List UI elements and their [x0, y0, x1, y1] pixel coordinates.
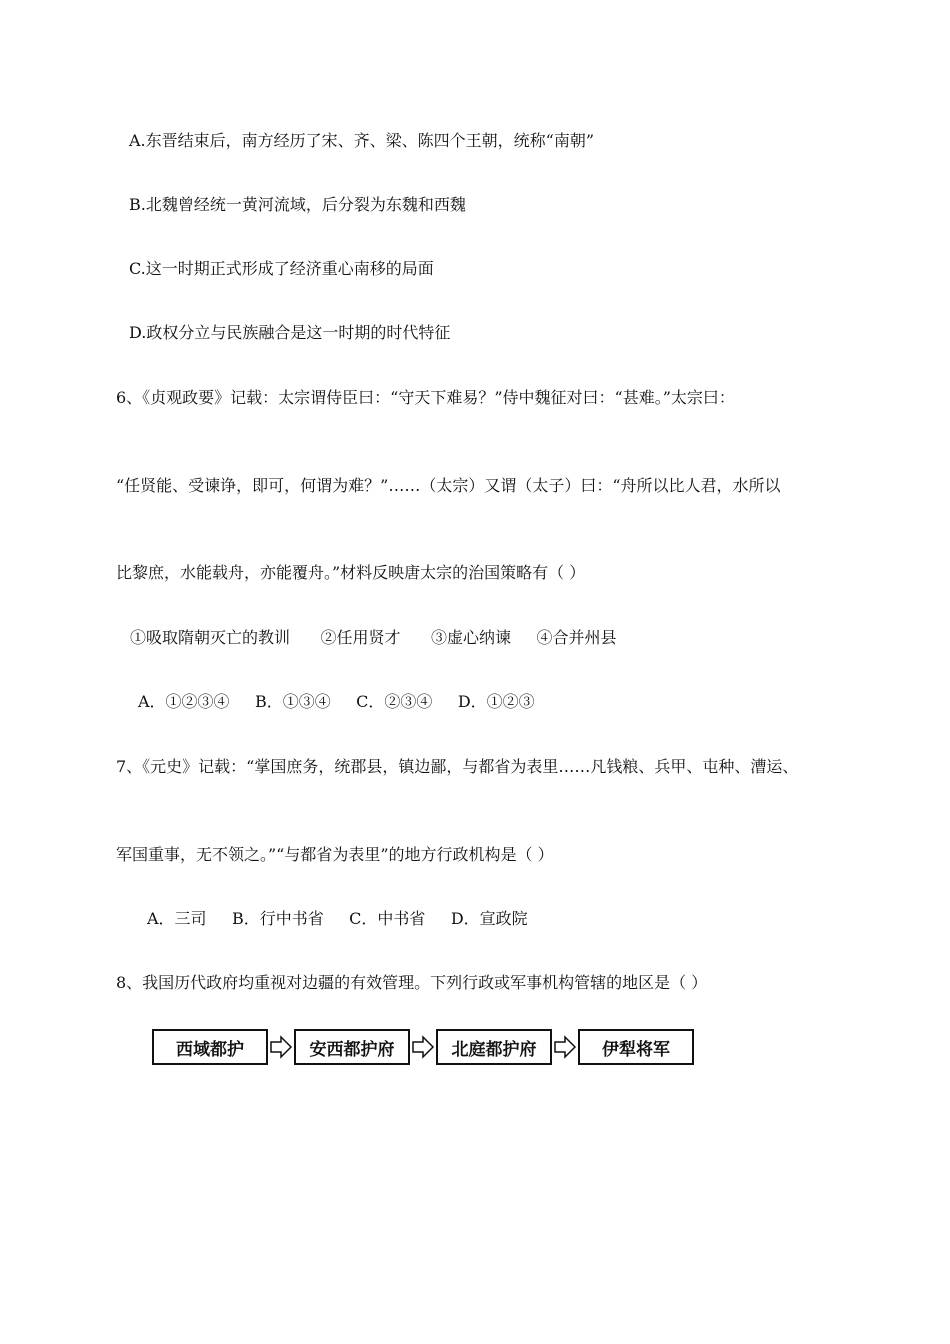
q6-stem-line1: 6、《贞观政要》记载：太宗谓侍臣曰：“守天下难易？”侍中魏征对曰：“甚难。”太宗曰： [116, 388, 735, 407]
q6-stem-line2: “任贤能、受谏诤，即可，何谓为难？”……（太宗）又谓（太子）曰：“舟所以比人君，水所以 [116, 476, 781, 495]
q5-option-a: A.东晋结束后，南方经历了宋、齐、梁、陈四个王朝，统称“南朝” [129, 131, 595, 150]
q6-items: ①吸取隋朝灭亡的教训 ②任用贤才 ③虚心纳谏 ④合并州县 [130, 628, 617, 647]
q7-stem-line1: 7、《元史》记载：“掌国庶务，统郡县，镇边鄙，与都省为表里……凡钱粮、兵甲、屯种、漕运、 [116, 757, 799, 776]
q6-options: A．①②③④ B．①③④ C．②③④ D．①②③ [138, 692, 535, 711]
flow-box-beiting-duhufu: 北庭都护府 [436, 1029, 552, 1065]
q7-options: A．三司 B．行中书省 C．中书省 D．宣政院 [147, 909, 528, 928]
q6-stem-line3: 比黎庶，水能载舟，亦能覆舟。”材料反映唐太宗的治国策略有（ ） [116, 563, 586, 582]
flow-box-yili-jiangjun: 伊犁将军 [578, 1029, 694, 1065]
q5-option-d: D.政权分立与民族融合是这一时期的时代特征 [129, 323, 451, 342]
arrow-right-icon [268, 1027, 294, 1067]
q8-stem: 8、我国历代政府均重视对边疆的有效管理。下列行政或军事机构管辖的地区是（ ） [116, 973, 708, 992]
arrow-right-icon [410, 1027, 436, 1067]
flow-box-anxi-duhufu: 安西都护府 [294, 1029, 410, 1065]
flow-box-xiyu-duhu: 西域都护 [152, 1029, 268, 1065]
q5-option-c: C.这一时期正式形成了经济重心南移的局面 [129, 259, 434, 278]
q5-option-b: B.北魏曾经统一黄河流域，后分裂为东魏和西魏 [129, 195, 466, 214]
jurisdiction-flow-diagram [152, 1027, 694, 1067]
q7-stem-line2: 军国重事，无不领之。”“与都省为表里”的地方行政机构是（ ） [116, 845, 554, 864]
arrow-right-icon [552, 1027, 578, 1067]
